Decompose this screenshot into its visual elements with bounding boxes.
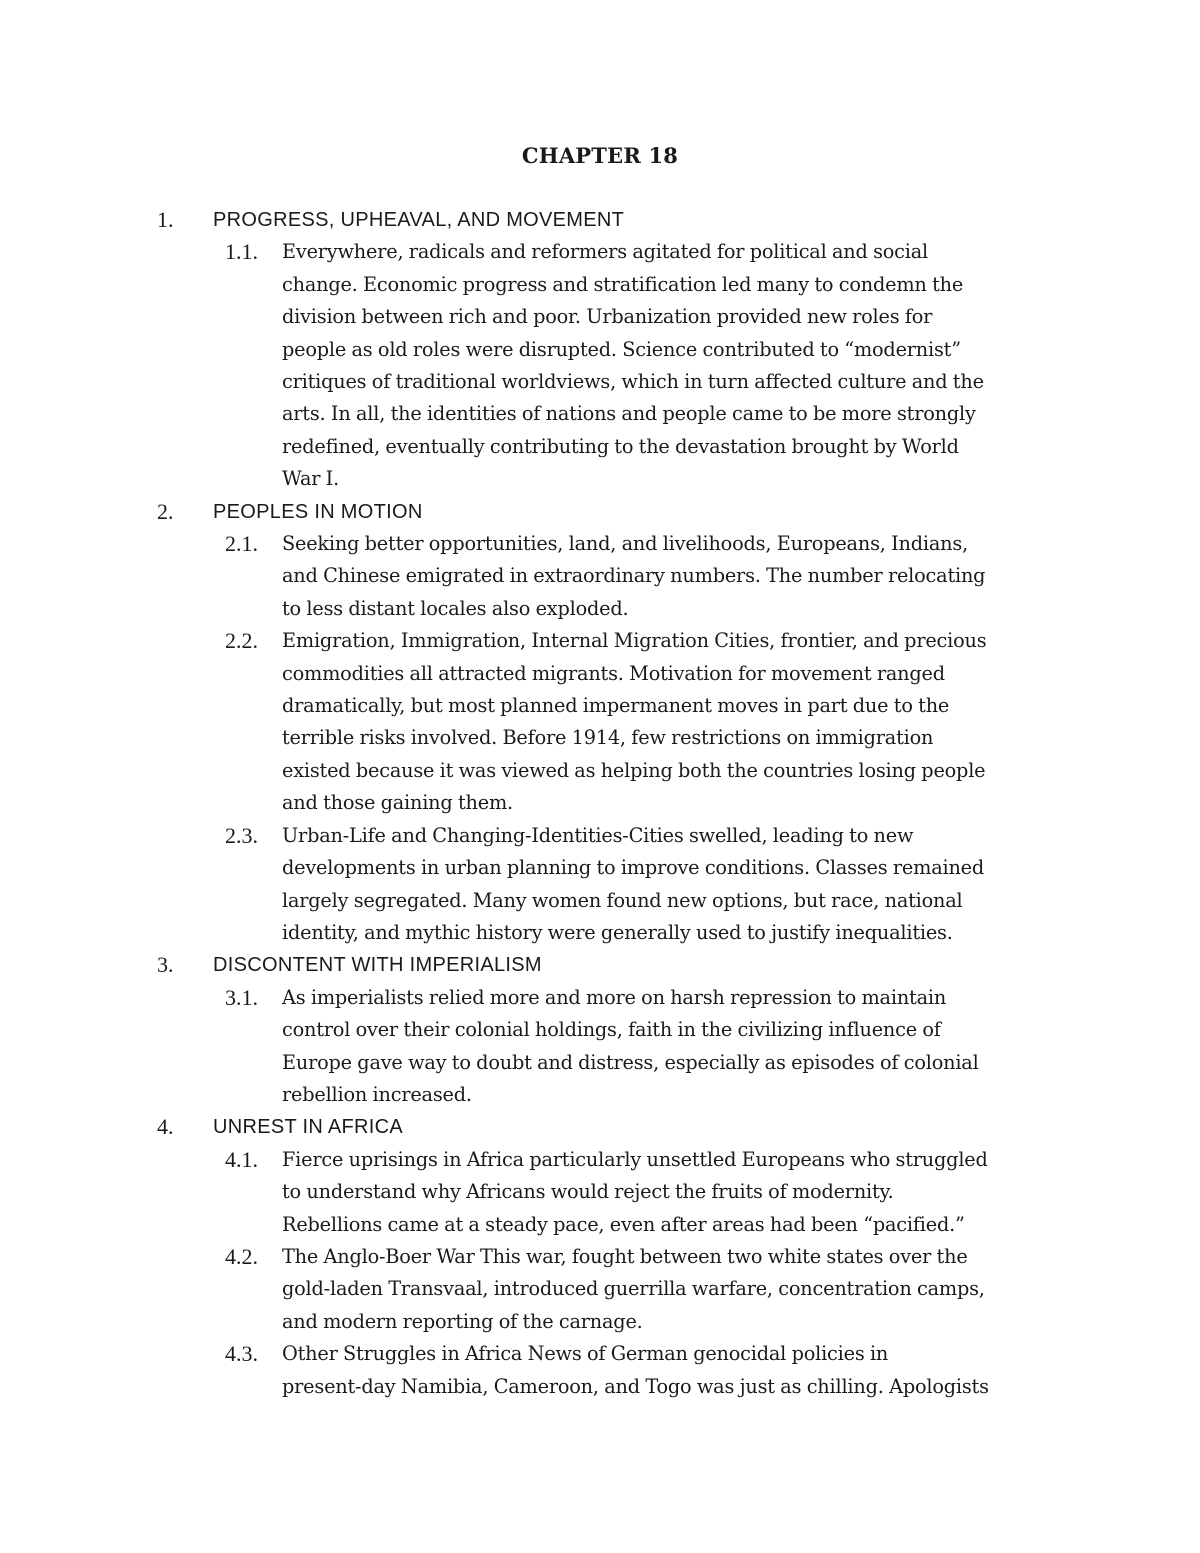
item-text-line: Everywhere, radicals and reformers agitated for political and social	[282, 240, 928, 264]
item-text-line: rebellion increased.	[282, 1082, 472, 1106]
item-text-line: The Anglo-Boer War This war, fought between two white states over the	[282, 1244, 968, 1268]
outline-item	[0, 1338, 1062, 1403]
item-text-line: Other Struggles in Africa News of German genocidal policies in	[282, 1342, 889, 1366]
item-text-line: existed because it was viewed as helping both the countries losing people	[282, 758, 986, 782]
item-text-line: critiques of traditional worldviews, which in turn affected culture and the	[282, 370, 984, 394]
section-title: DISCONTENT WITH IMPERIALISM	[213, 954, 542, 977]
item-text-line: Fierce uprisings in Africa particularly unsettled Europeans who struggled	[282, 1147, 988, 1171]
item-number: 2.2.	[225, 628, 258, 654]
item-number: 1.1.	[225, 239, 258, 265]
item-text-line: change. Economic progress and stratification led many to condemn the	[282, 272, 964, 296]
outline-item	[0, 625, 1062, 819]
outline-item	[0, 1241, 1062, 1338]
item-text-line: War I.	[282, 467, 340, 491]
chapter-outline	[0, 204, 1200, 1403]
item-text-line: to less distant locales also exploded.	[282, 596, 629, 620]
section-title: UNREST IN AFRICA	[213, 1116, 404, 1139]
item-text-line: arts. In all, the identities of nations and people came to be more strongly	[282, 402, 976, 426]
item-text-line: and Chinese emigrated in extraordinary numbers. The number relocating	[282, 564, 986, 588]
item-number: 3.1.	[225, 984, 258, 1010]
item-text-line: people as old roles were disrupted. Science contributed to “modernist”	[282, 337, 961, 361]
item-text-line: identity, and mythic history were generally used to justify inequalities.	[282, 920, 953, 944]
section-number: 1.	[157, 207, 174, 232]
item-text-line: Urban-Life and Changing-Identities-Cities swelled, leading to new	[282, 823, 914, 847]
item-text-line: As imperialists relied more and more on harsh repression to maintain	[282, 985, 947, 1009]
item-text-line: terrible risks involved. Before 1914, few restrictions on immigration	[282, 726, 934, 750]
item-number: 4.1.	[225, 1146, 258, 1172]
item-text-line: gold-laden Transvaal, introduced guerrilla warfare, concentration camps,	[282, 1277, 985, 1301]
item-text-line: Seeking better opportunities, land, and livelihoods, Europeans, Indians,	[282, 532, 969, 556]
section-heading	[0, 1111, 1200, 1143]
outline-item	[0, 236, 1062, 495]
item-text-line: redefined, eventually contributing to the devastation brought by World	[282, 434, 959, 458]
item-text-line: and modern reporting of the carnage.	[282, 1309, 643, 1333]
section-title: PROGRESS, UPHEAVAL, AND MOVEMENT	[213, 209, 625, 231]
section-heading	[0, 496, 1200, 528]
section-number: 3.	[157, 952, 174, 978]
item-text-line: largely segregated. Many women found new options, but race, national	[282, 888, 963, 912]
item-text-line: division between rich and poor. Urbanization provided new roles for	[282, 305, 933, 329]
item-text-line: control over their colonial holdings, faith in the civilizing influence of	[282, 1018, 941, 1042]
item-text-line: developments in urban planning to improve conditions. Classes remained	[282, 856, 985, 880]
section-number: 2.	[157, 498, 174, 524]
item-number: 4.2.	[225, 1243, 258, 1269]
outline-item	[0, 982, 1062, 1112]
section-title: PEOPLES IN MOTION	[213, 500, 423, 523]
section-heading	[0, 204, 1200, 236]
item-number: 2.3.	[225, 822, 258, 848]
outline-item	[0, 528, 1062, 625]
item-text-line: present-day Namibia, Cameroon, and Togo was just as chilling. Apologists	[282, 1374, 989, 1398]
item-text-line: dramatically, but most planned impermanent moves in part due to the	[282, 694, 950, 718]
section-number: 4.	[157, 1114, 174, 1140]
item-text-line: Emigration, Immigration, Internal Migration Cities, frontier, and precious	[282, 629, 987, 653]
outline-item	[0, 1144, 1062, 1241]
item-text-line: to understand why Africans would reject the fruits of modernity.	[282, 1180, 894, 1204]
item-text-line: commodities all attracted migrants. Motivation for movement ranged	[282, 661, 945, 685]
item-number: 2.1.	[225, 531, 258, 557]
chapter-title: CHAPTER 18	[521, 143, 679, 168]
item-text-line: Rebellions came at a steady pace, even after areas had been “pacified.”	[282, 1212, 965, 1236]
item-text-line: Europe gave way to doubt and distress, especially as episodes of colonial	[282, 1050, 979, 1074]
item-number: 4.3.	[225, 1341, 258, 1367]
section-heading	[0, 949, 1200, 981]
outline-item	[0, 820, 1062, 950]
item-text-line: and those gaining them.	[282, 791, 513, 815]
